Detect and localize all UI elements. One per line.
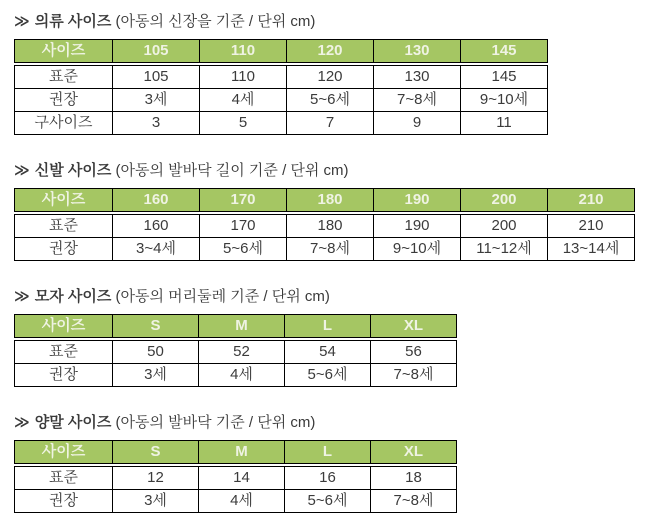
table-cell: 7~8세	[371, 490, 457, 513]
table-row	[15, 364, 457, 387]
table-cell: 13~14세	[548, 238, 635, 261]
hat-size-section	[14, 285, 658, 387]
table-cell: 210	[548, 213, 635, 238]
table-cell: 190	[374, 213, 461, 238]
table-cell: 3	[113, 112, 200, 135]
socks-size-section	[14, 411, 658, 513]
table-row	[15, 89, 548, 112]
row-label-cell: 구사이즈	[15, 112, 113, 135]
section-title-text: 신발 사이즈	[34, 162, 112, 179]
table-row	[15, 339, 457, 364]
table-cell: 7	[287, 112, 374, 135]
table-cell: 7~8세	[371, 364, 457, 387]
size-header-cell: L	[285, 441, 371, 466]
shoes-section-title	[14, 159, 658, 180]
table-cell: 145	[461, 64, 548, 89]
table-cell: 4세	[199, 364, 285, 387]
table-cell: 170	[200, 213, 287, 238]
size-header-cell: 130	[374, 40, 461, 65]
size-header-cell: 105	[113, 40, 200, 65]
size-header-cell: 110	[200, 40, 287, 65]
size-header-cell: 210	[548, 189, 635, 214]
table-cell: 14	[199, 465, 285, 490]
size-header-cell: XL	[371, 441, 457, 466]
table-cell: 5~6세	[200, 238, 287, 261]
row-label-cell: 표준	[15, 465, 113, 490]
size-guide-sections	[14, 10, 658, 513]
size-header-cell: 160	[113, 189, 200, 214]
table-cell: 16	[285, 465, 371, 490]
table-cell: 3세	[113, 89, 200, 112]
table-cell: 3~4세	[113, 238, 200, 261]
table-cell: 180	[287, 213, 374, 238]
section-title-note: (아동의 신장을 기준 / 단위 cm)	[115, 13, 316, 30]
table-cell: 160	[113, 213, 200, 238]
table-cell: 9~10세	[374, 238, 461, 261]
table-cell: 105	[113, 64, 200, 89]
size-label-header-cell: 사이즈	[15, 189, 113, 214]
table-cell: 5	[200, 112, 287, 135]
clothing-size-table	[14, 39, 548, 135]
section-title-text: 의류 사이즈	[34, 13, 112, 30]
size-header-cell: 170	[200, 189, 287, 214]
row-label-cell: 표준	[15, 64, 113, 89]
table-row	[15, 64, 548, 89]
table-cell: 54	[285, 339, 371, 364]
row-label-cell: 표준	[15, 339, 113, 364]
section-title-note: (아동의 발바닥 기준 / 단위 cm)	[115, 414, 316, 431]
table-row	[15, 238, 635, 261]
double-chevron-icon: ≫	[14, 162, 30, 179]
table-cell: 3세	[113, 490, 199, 513]
hat-section-title	[14, 285, 658, 306]
row-label-cell: 권장	[15, 364, 113, 387]
shoes-size-section	[14, 159, 658, 261]
table-cell: 5~6세	[287, 89, 374, 112]
row-label-cell: 권장	[15, 490, 113, 513]
size-header-cell: 120	[287, 40, 374, 65]
size-header-cell: XL	[371, 315, 457, 340]
table-cell: 56	[371, 339, 457, 364]
clothing-size-section	[14, 10, 658, 135]
section-title-text: 모자 사이즈	[34, 288, 112, 305]
table-cell: 11~12세	[461, 238, 548, 261]
table-header-row	[15, 315, 457, 340]
size-label-header-cell: 사이즈	[15, 40, 113, 65]
table-cell: 11	[461, 112, 548, 135]
double-chevron-icon: ≫	[14, 288, 30, 305]
table-cell: 110	[200, 64, 287, 89]
table-row	[15, 213, 635, 238]
size-label-header-cell: 사이즈	[15, 315, 113, 340]
socks-size-table	[14, 440, 457, 513]
table-row	[15, 465, 457, 490]
table-cell: 4세	[200, 89, 287, 112]
table-cell: 120	[287, 64, 374, 89]
table-cell: 9~10세	[461, 89, 548, 112]
hat-size-table	[14, 314, 457, 387]
table-row	[15, 490, 457, 513]
table-cell: 50	[113, 339, 199, 364]
table-cell: 7~8세	[374, 89, 461, 112]
size-header-cell: 200	[461, 189, 548, 214]
size-header-cell: 145	[461, 40, 548, 65]
table-cell: 7~8세	[287, 238, 374, 261]
section-title-note: (아동의 머리둘레 기준 / 단위 cm)	[115, 288, 330, 305]
shoes-size-table	[14, 188, 635, 261]
row-label-cell: 권장	[15, 238, 113, 261]
table-cell: 18	[371, 465, 457, 490]
size-header-cell: S	[113, 441, 199, 466]
table-cell: 130	[374, 64, 461, 89]
size-header-cell: M	[199, 441, 285, 466]
row-label-cell: 권장	[15, 89, 113, 112]
table-cell: 200	[461, 213, 548, 238]
size-header-cell: 180	[287, 189, 374, 214]
section-title-note: (아동의 발바닥 길이 기준 / 단위 cm)	[115, 162, 349, 179]
table-cell: 52	[199, 339, 285, 364]
table-cell: 4세	[199, 490, 285, 513]
size-header-cell: 190	[374, 189, 461, 214]
row-label-cell: 표준	[15, 213, 113, 238]
table-header-row	[15, 441, 457, 466]
table-cell: 5~6세	[285, 364, 371, 387]
table-cell: 9	[374, 112, 461, 135]
double-chevron-icon: ≫	[14, 13, 30, 30]
table-header-row	[15, 189, 635, 214]
clothing-section-title	[14, 10, 658, 31]
table-header-row	[15, 40, 548, 65]
table-row	[15, 112, 548, 135]
size-label-header-cell: 사이즈	[15, 441, 113, 466]
section-title-text: 양말 사이즈	[34, 414, 112, 431]
table-cell: 5~6세	[285, 490, 371, 513]
size-header-cell: L	[285, 315, 371, 340]
size-header-cell: M	[199, 315, 285, 340]
table-cell: 12	[113, 465, 199, 490]
double-chevron-icon: ≫	[14, 414, 30, 431]
socks-section-title	[14, 411, 658, 432]
table-cell: 3세	[113, 364, 199, 387]
size-header-cell: S	[113, 315, 199, 340]
